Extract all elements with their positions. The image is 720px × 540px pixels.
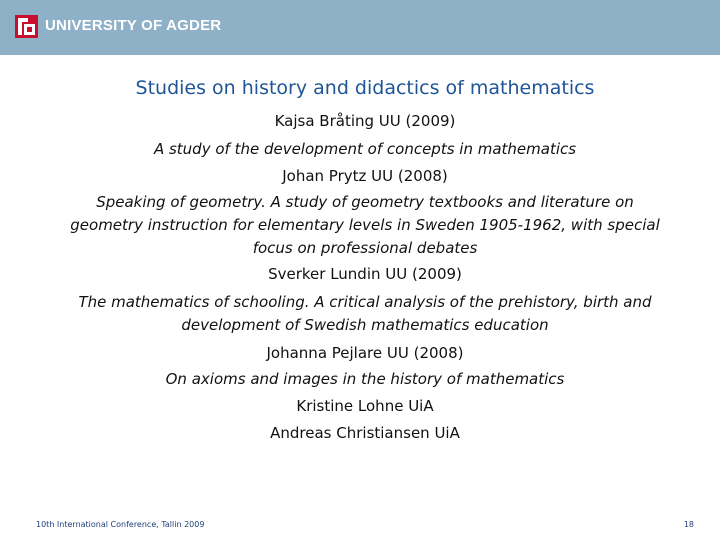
entry-author: Andreas Christiansen UiA <box>270 424 460 442</box>
entry-author: Johan Prytz UU (2008) <box>282 167 448 185</box>
slide-title: Studies on history and didactics of mathematics <box>135 77 595 99</box>
header-banner <box>0 0 720 55</box>
entry-work: Speaking of geometry. A study of geometry textbooks and literature on <box>96 193 634 211</box>
entry-work: development of Swedish mathematics education <box>181 316 549 334</box>
entry-work: A study of the development of concepts in mathematics <box>153 140 577 158</box>
page-number: 18 <box>683 520 694 529</box>
footer-conference: 10th International Conference, Tallin 2009 <box>36 520 205 529</box>
uia-logo-icon <box>15 15 38 38</box>
institution-name: UNIVERSITY OF AGDER <box>45 17 222 34</box>
entry-author: Kristine Lohne UiA <box>296 397 434 415</box>
entry-author: Kajsa Bråting UU (2009) <box>274 112 456 130</box>
entry-author: Johanna Pejlare UU (2008) <box>266 344 464 362</box>
entry-author: Sverker Lundin UU (2009) <box>268 265 462 283</box>
entry-work: The mathematics of schooling. A critical analysis of the prehistory, birth and <box>78 293 652 311</box>
entry-work: geometry instruction for elementary levels in Sweden 1905-1962, with special <box>70 216 660 234</box>
entry-work: focus on professional debates <box>252 239 478 257</box>
entry-work: On axioms and images in the history of mathematics <box>165 370 565 388</box>
